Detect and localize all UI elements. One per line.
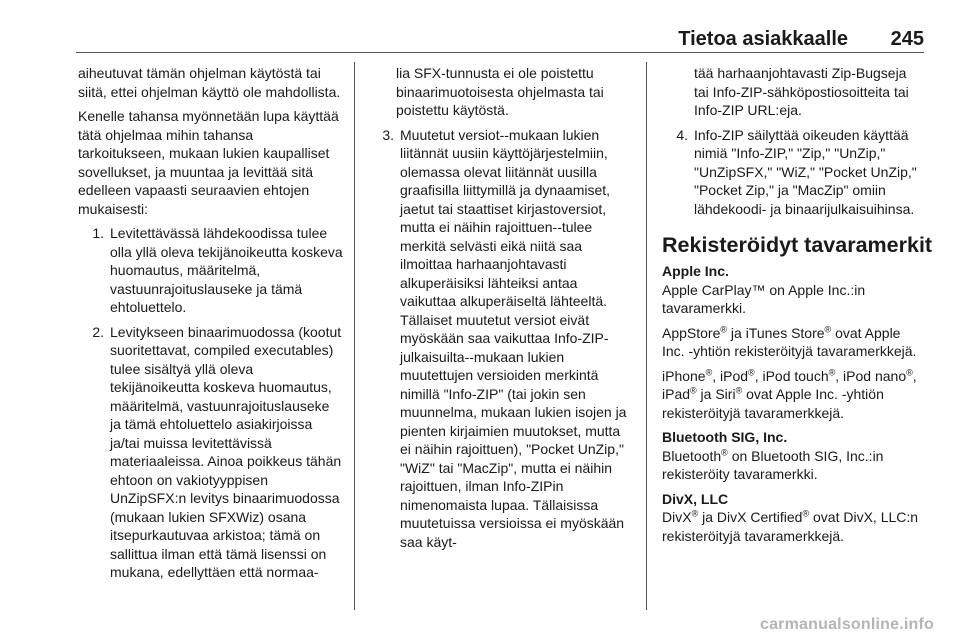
header-divider bbox=[76, 52, 924, 53]
column-divider-1 bbox=[354, 62, 355, 610]
trademark-block-apple bbox=[662, 262, 924, 422]
paragraph: iPhone®, iPod®, iPod touch®, iPod nano®, iPad® ja Siri® ovat Apple Inc. -yhtiön rekisteröityjä tavaramerkkejä. bbox=[662, 366, 917, 421]
list-item bbox=[86, 224, 344, 317]
paragraph: aiheutuvat tämän ohjelman käytöstä tai siitä, ettei ohjelman käyttö ole mahdollista. bbox=[78, 65, 341, 100]
text-column-2 bbox=[368, 64, 632, 557]
list-number: 2. bbox=[92, 323, 104, 340]
page-header-title: Tietoa asiakkaalle bbox=[678, 28, 848, 50]
sub-heading: Bluetooth SIG, Inc. bbox=[662, 429, 788, 445]
trademark-block-divx bbox=[662, 490, 924, 546]
list-text: Levitettävässä lähdekoodissa tulee olla yllä oleva tekijänoikeutta koskeva huomautus, määritelmä, vastuunrajoituslauseke ja tämä ehtoluettelo. bbox=[110, 225, 343, 315]
watermark-text: carmanualsonline.info bbox=[759, 616, 934, 633]
list-item bbox=[368, 126, 632, 552]
page-number: 245 bbox=[890, 28, 924, 50]
paragraph: AppStore® ja iTunes Store® ovat Apple Inc. -yhtiön rekisteröityjä tavaramerkkejä. bbox=[662, 323, 917, 359]
list-number: 1. bbox=[92, 225, 104, 241]
text-column-1 bbox=[78, 64, 344, 588]
paragraph: Bluetooth® on Bluetooth SIG, Inc.:in rekisteröity tavaramerkki. bbox=[662, 446, 884, 482]
list-item bbox=[86, 323, 344, 582]
list-number: 3. bbox=[382, 126, 394, 143]
column-divider-2 bbox=[646, 62, 647, 610]
list-item bbox=[664, 126, 924, 219]
sub-heading: DivX, LLC bbox=[662, 490, 729, 507]
section-heading: Rekisteröidyt tavaramerkit bbox=[662, 233, 933, 257]
list-text: Levitykseen binaarimuodossa (kootut suoritettavat, compiled executables) tulee sisältyä yllä oleva tekijänoikeutta koskeva huomautus, määritelmä, vastuunrajoituslauseke ja tämä ehtoluettelo asiakirjoissa ja/tai muissa levitettävissä materiaaleissa. Ainoa poikkeus tähän ehtoon on vakiotyyppisen UnZipSFX:n levitys binaarimuodossa (mukaan lukien SFXWiz) osana itsepurkautuvaa arkistoa; tämä on sallittua ilman että tämä lisenssi on mukana, edellyttäen että normaa- bbox=[110, 323, 342, 580]
paragraph: tää harhaanjohtavasti Zip-Bugseja tai Info-ZIP-sähköpostiosoitteita tai Info-ZIP URL:eja. bbox=[694, 65, 909, 118]
paragraph: Kenelle tahansa myönnetään lupa käyttää tätä ohjelmaa mihin tahansa tarkoitukseen, mukaan lukien kaupalliset sovellukset, ja muuntaa ja levittää sitä edelleen vapaasti seuraavien ehtojen mukaisesti: bbox=[78, 108, 339, 217]
list-number: 4. bbox=[676, 126, 688, 143]
paragraph: Apple CarPlay™ on Apple Inc.:in tavaramerkki. bbox=[662, 281, 866, 316]
list-text: Info-ZIP säilyttää oikeuden käyttää nimiä "Info-ZIP," "Zip," "UnZip," "UnZipSFX," "WiZ," "Pocket UnZip," "Pocket Zip," ja "MacZip" omiin lähdekoodi- ja binaarijulkaisuihinsa. bbox=[694, 126, 917, 217]
sub-heading: Apple Inc. bbox=[662, 263, 729, 279]
paragraph: lia SFX-tunnusta ei ole poistettu binaarimuotoisesta ohjelmasta tai poistettu käytöstä. bbox=[396, 65, 604, 118]
paragraph: DivX® ja DivX Certified® ovat DivX, LLC:n rekisteröityjä tavaramerkkejä. bbox=[662, 508, 919, 544]
list-text: Muutetut versiot--mukaan lukien liitännät uusiin käyttöjärjestelmiin, olemassa olevat liitännät uusilla graafisilla liittymillä ja dynaamiset, jaetut tai staattiset kirjastoversiot, mutta ei näihin rajoittuen--tulee merkitä selvästi eikä niitä saa ilmoittaa harhaanjohtavasti alkuperäisiksi lähteiksi antaa vaikuttaa alkuperäiseltä lähteeltä. Tällaiset muutetut versiot eivät myöskään saa vaikuttaa Info-ZIP-julkaisuilta--mukaan lukien muutettujen versioiden merkintä nimillä "Info-ZIP" (tai jokin sen muunnelma, mukaan lukien isojen ja pienten kirjaimien muutokset, mutta ei näihin rajoittuen), "Pocket UnZip," "WiZ" tai "MacZip", mutta ei näihin rajoittuen, ilman Info-ZIPin nimenomaista lupaa. Tällaisissa muutetuissa versioissa ei myöskään saa käyt- bbox=[400, 126, 627, 550]
text-column-3 bbox=[662, 64, 933, 551]
trademark-block-bluetooth bbox=[662, 428, 924, 484]
